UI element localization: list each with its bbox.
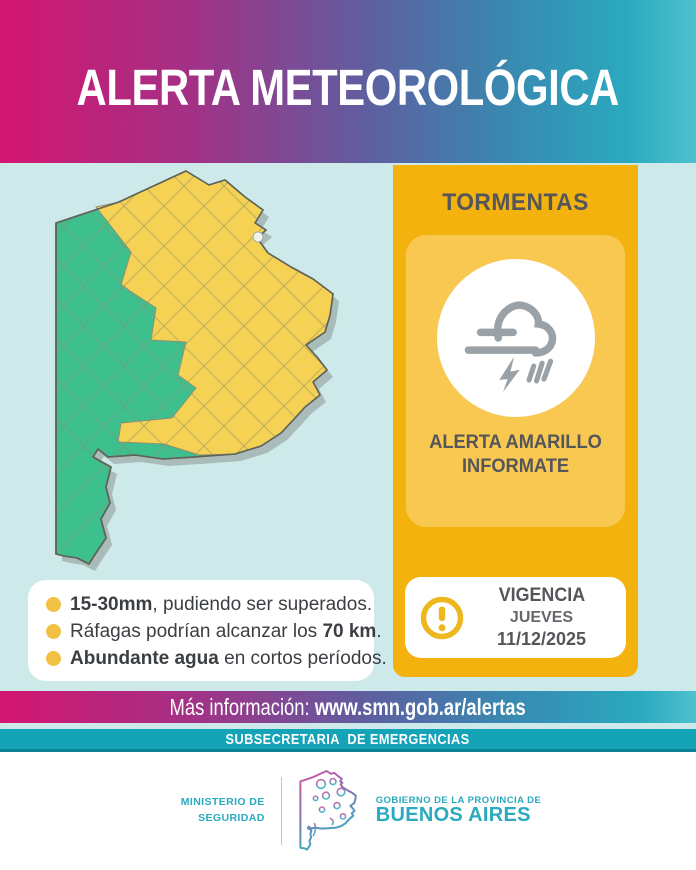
yellow-dot-icon [46, 624, 61, 639]
detail-item [46, 591, 374, 618]
detail-segment: 70 km [322, 620, 377, 642]
detail-segment: 15-30mm [70, 593, 153, 615]
validity-label: VIGENCIA [498, 585, 585, 607]
alert-icon-panel [406, 235, 625, 527]
government-name: GOBIERNO DE LA PROVINCIA DE BUENOS AIRES [375, 794, 542, 827]
page-title: ALERTA METEOROLÓGICA [76, 59, 620, 116]
emergency-bar-label: SUBSECRETARIA DE EMERGENCIAS [226, 730, 470, 748]
alert-type-title: TORMENTAS [442, 189, 589, 216]
validity-date: 11/12/2025 [496, 629, 587, 650]
ministry-name: MINISTERIO DE SEGURIDAD [180, 796, 265, 824]
detail-item [46, 618, 382, 645]
yellow-dot-icon [46, 651, 61, 666]
detail-segment: en cortos períodos. [218, 647, 387, 669]
validity-panel [405, 577, 626, 658]
emergency-bar [0, 729, 696, 752]
detail-item [46, 645, 387, 672]
alert-level-text [410, 431, 620, 479]
caba-city-marker [253, 232, 263, 242]
yellow-dot-icon [46, 597, 61, 612]
storm-cloud-wind-lightning-rain-icon [460, 279, 572, 397]
info-url-link[interactable]: www.smn.gob.ar/alertas [315, 693, 527, 720]
buenos-aires-province-doodle-logo [298, 770, 360, 852]
detail-segment: Ráfagas podrían alcanzar los [70, 620, 323, 642]
alert-banner [0, 0, 696, 163]
detail-segment: . [376, 620, 382, 642]
storm-icon-circle [437, 259, 595, 417]
footer [0, 752, 696, 870]
validity-day: JUEVES [509, 609, 574, 627]
alert-level-line2: INFORMATE [461, 455, 570, 477]
alert-card [393, 165, 638, 677]
exclamation-circle-icon [419, 595, 465, 641]
detail-segment: Abundante agua [70, 647, 219, 669]
alert-details-panel [28, 580, 387, 681]
alert-level-line1: ALERTA AMARILLO [429, 432, 602, 453]
info-label: Más información: [169, 693, 316, 720]
buenos-aires-province-map [44, 166, 356, 576]
info-bar [0, 691, 696, 723]
footer-divider [281, 777, 282, 845]
validity-text [465, 584, 626, 650]
detail-segment: , pudiendo ser superados. [152, 593, 373, 615]
